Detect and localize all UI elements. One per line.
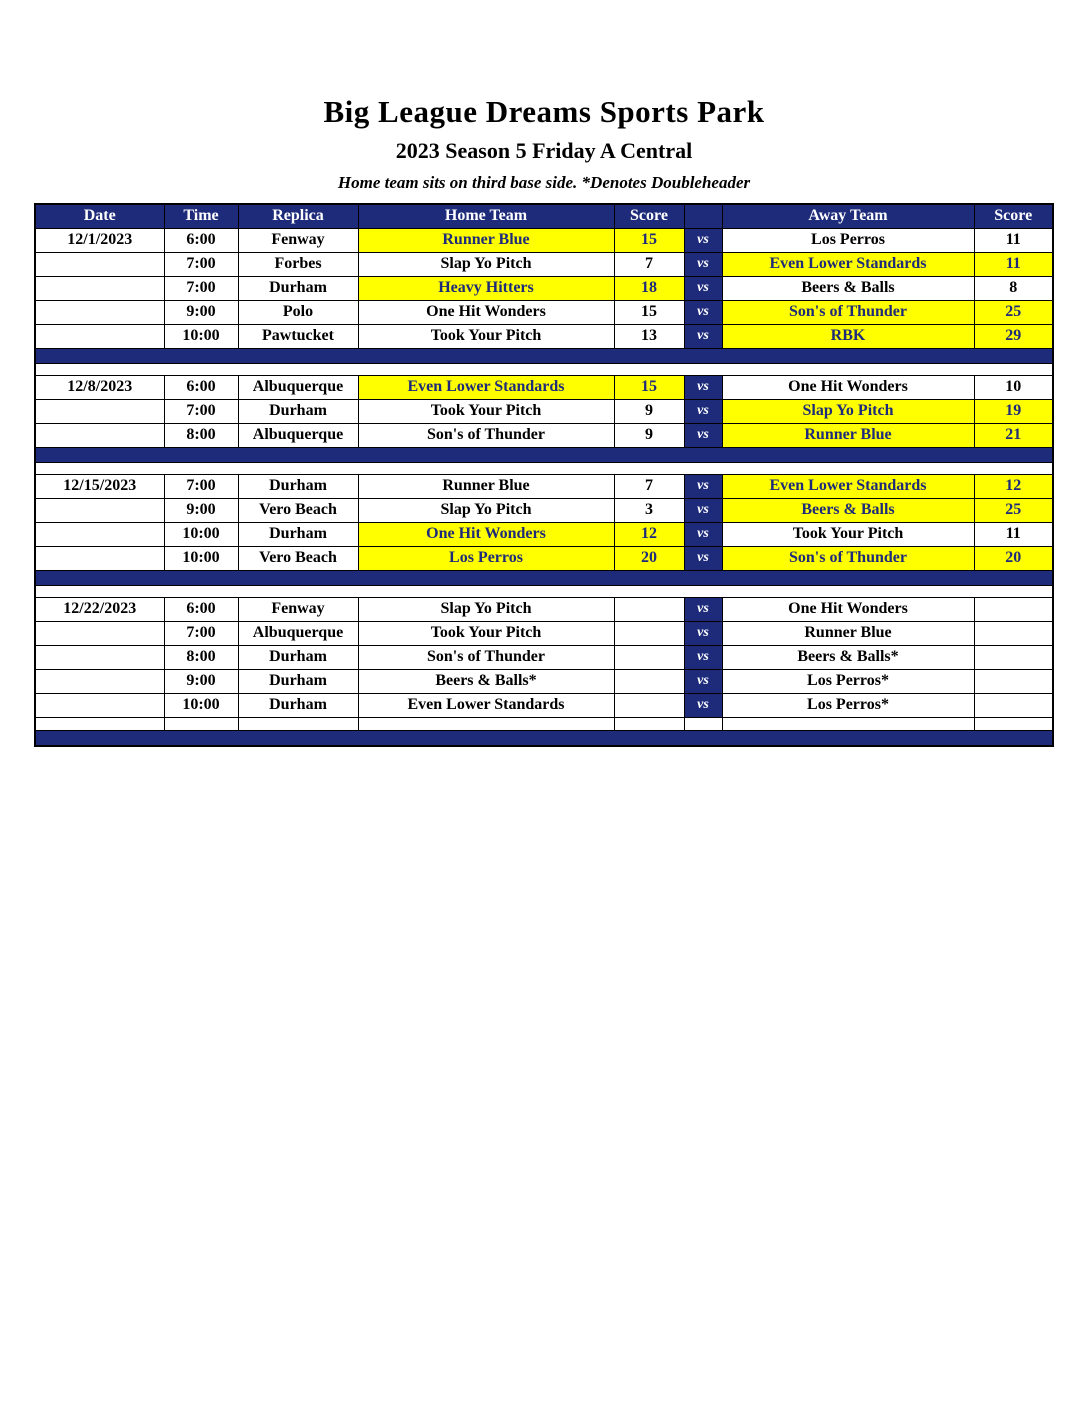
replica-cell: Vero Beach [238,546,358,570]
empty-cell [35,717,164,730]
header-date: Date [35,204,164,228]
replica-cell: Durham [238,645,358,669]
separator-cell [35,447,1053,462]
home-team-cell: Took Your Pitch [358,621,614,645]
time-cell: 9:00 [164,669,238,693]
empty-cell [358,717,614,730]
replica-cell: Albuquerque [238,375,358,399]
time-cell: 9:00 [164,300,238,324]
replica-cell: Vero Beach [238,498,358,522]
game-row [35,522,1053,546]
date-cell [35,645,164,669]
away-team-cell: Even Lower Standards [722,474,974,498]
page-title: Big League Dreams Sports Park [323,94,765,129]
vs-cell: vs [684,276,722,300]
time-cell: 7:00 [164,399,238,423]
time-cell: 7:00 [164,276,238,300]
vs-cell: vs [684,645,722,669]
home-score-cell: 7 [614,474,684,498]
away-team-cell: Son's of Thunder [722,546,974,570]
home-team-cell: One Hit Wonders [358,522,614,546]
header-away-score: Score [974,204,1053,228]
date-cell: 12/22/2023 [35,597,164,621]
away-score-cell: 10 [974,375,1053,399]
replica-cell: Durham [238,474,358,498]
home-score-cell: 12 [614,522,684,546]
separator-cell [35,570,1053,585]
game-row [35,621,1053,645]
home-team-cell: Took Your Pitch [358,324,614,348]
replica-cell: Durham [238,276,358,300]
date-cell [35,693,164,717]
game-row [35,399,1053,423]
away-score-cell [974,693,1053,717]
game-row [35,276,1053,300]
away-score-cell: 12 [974,474,1053,498]
away-team-cell: Beers & Balls [722,498,974,522]
date-cell: 12/8/2023 [35,375,164,399]
home-score-cell: 15 [614,228,684,252]
away-score-cell: 29 [974,324,1053,348]
home-score-cell: 7 [614,252,684,276]
date-cell: 12/1/2023 [35,228,164,252]
game-row [35,423,1053,447]
separator-row [35,570,1053,585]
away-score-cell: 21 [974,423,1053,447]
vs-cell: vs [684,324,722,348]
time-cell: 6:00 [164,228,238,252]
time-cell: 10:00 [164,522,238,546]
vs-cell: vs [684,597,722,621]
header-away-team: Away Team [722,204,974,228]
home-team-cell: One Hit Wonders [358,300,614,324]
replica-cell: Forbes [238,252,358,276]
spacer-row [35,363,1053,375]
replica-cell: Durham [238,399,358,423]
time-cell: 7:00 [164,474,238,498]
away-team-cell: Beers & Balls [722,276,974,300]
vs-cell: vs [684,228,722,252]
date-cell [35,324,164,348]
home-team-cell: Took Your Pitch [358,399,614,423]
game-row [35,645,1053,669]
home-score-cell [614,669,684,693]
replica-cell: Fenway [238,228,358,252]
vs-cell: vs [684,399,722,423]
home-team-cell: Even Lower Standards [358,375,614,399]
date-cell [35,669,164,693]
spacer-cell [35,363,1053,375]
game-row [35,669,1053,693]
spacer-cell [35,585,1053,597]
time-cell: 9:00 [164,498,238,522]
replica-cell: Albuquerque [238,621,358,645]
time-cell: 10:00 [164,693,238,717]
vs-cell: vs [684,621,722,645]
schedule-body [35,228,1053,746]
time-cell: 10:00 [164,546,238,570]
date-cell [35,621,164,645]
vs-cell: vs [684,375,722,399]
schedule-table [34,203,1054,747]
date-cell: 12/15/2023 [35,474,164,498]
home-score-cell: 15 [614,375,684,399]
game-row [35,597,1053,621]
replica-cell: Durham [238,693,358,717]
empty-cell [974,717,1053,730]
vs-cell: vs [684,474,722,498]
away-score-cell [974,621,1053,645]
game-row [35,693,1053,717]
time-cell: 7:00 [164,621,238,645]
home-team-cell: Even Lower Standards [358,693,614,717]
empty-cell [722,717,974,730]
header-time: Time [164,204,238,228]
separator-cell [35,348,1053,363]
home-score-cell [614,621,684,645]
replica-cell: Durham [238,522,358,546]
home-team-cell: Son's of Thunder [358,645,614,669]
away-score-cell: 11 [974,252,1053,276]
home-team-cell: Los Perros [358,546,614,570]
home-team-cell: Heavy Hitters [358,276,614,300]
date-cell [35,399,164,423]
home-team-cell: Slap Yo Pitch [358,597,614,621]
home-team-cell: Beers & Balls* [358,669,614,693]
away-team-cell: Los Perros [722,228,974,252]
spacer-row [35,585,1053,597]
home-score-cell: 15 [614,300,684,324]
date-cell [35,522,164,546]
home-score-cell [614,645,684,669]
page-note: Home team sits on third base side. *Denotes Doubleheader [337,173,751,192]
header-row [35,204,1053,228]
empty-cell [684,717,722,730]
page-subtitle: 2023 Season 5 Friday A Central [395,138,693,163]
home-team-cell: Runner Blue [358,474,614,498]
game-row [35,252,1053,276]
away-team-cell: Los Perros* [722,693,974,717]
home-score-cell [614,597,684,621]
time-cell: 8:00 [164,645,238,669]
header-vs-spacer [684,204,722,228]
date-cell [35,423,164,447]
away-score-cell [974,669,1053,693]
replica-cell: Polo [238,300,358,324]
home-score-cell: 20 [614,546,684,570]
time-cell: 10:00 [164,324,238,348]
separator-row [35,447,1053,462]
separator-cell [35,730,1053,746]
home-score-cell: 3 [614,498,684,522]
game-row [35,375,1053,399]
away-score-cell: 19 [974,399,1053,423]
home-score-cell: 9 [614,399,684,423]
away-score-cell: 11 [974,228,1053,252]
game-row [35,300,1053,324]
date-cell [35,300,164,324]
home-team-cell: Son's of Thunder [358,423,614,447]
empty-cell [238,717,358,730]
separator-row [35,348,1053,363]
replica-cell: Fenway [238,597,358,621]
away-score-cell: 25 [974,498,1053,522]
vs-cell: vs [684,669,722,693]
game-row [35,324,1053,348]
away-team-cell: RBK [722,324,974,348]
date-cell [35,276,164,300]
date-cell [35,546,164,570]
vs-cell: vs [684,300,722,324]
header-home-team: Home Team [358,204,614,228]
home-score-cell: 9 [614,423,684,447]
home-score-cell: 18 [614,276,684,300]
date-cell [35,252,164,276]
game-row [35,228,1053,252]
away-score-cell: 8 [974,276,1053,300]
away-team-cell: Even Lower Standards [722,252,974,276]
empty-cell [614,717,684,730]
away-team-cell: Son's of Thunder [722,300,974,324]
vs-cell: vs [684,498,722,522]
away-score-cell [974,597,1053,621]
date-cell [35,498,164,522]
away-team-cell: Runner Blue [722,423,974,447]
away-team-cell: Took Your Pitch [722,522,974,546]
away-score-cell: 20 [974,546,1053,570]
spacer-cell [35,462,1053,474]
home-team-cell: Slap Yo Pitch [358,498,614,522]
time-cell: 6:00 [164,375,238,399]
away-team-cell: Los Perros* [722,669,974,693]
separator-row [35,730,1053,746]
vs-cell: vs [684,693,722,717]
empty-cell [164,717,238,730]
away-team-cell: Slap Yo Pitch [722,399,974,423]
home-score-cell [614,693,684,717]
vs-cell: vs [684,522,722,546]
game-row [35,546,1053,570]
spacer-row [35,462,1053,474]
empty-row [35,717,1053,730]
replica-cell: Albuquerque [238,423,358,447]
game-row [35,474,1053,498]
away-score-cell [974,645,1053,669]
away-team-cell: Runner Blue [722,621,974,645]
game-row [35,498,1053,522]
replica-cell: Durham [238,669,358,693]
away-score-cell: 11 [974,522,1053,546]
vs-cell: vs [684,423,722,447]
header-home-score: Score [614,204,684,228]
time-cell: 7:00 [164,252,238,276]
replica-cell: Pawtucket [238,324,358,348]
away-score-cell: 25 [974,300,1053,324]
away-team-cell: One Hit Wonders [722,597,974,621]
away-team-cell: One Hit Wonders [722,375,974,399]
time-cell: 6:00 [164,597,238,621]
home-team-cell: Slap Yo Pitch [358,252,614,276]
vs-cell: vs [684,252,722,276]
header-replica: Replica [238,204,358,228]
vs-cell: vs [684,546,722,570]
home-score-cell: 13 [614,324,684,348]
away-team-cell: Beers & Balls* [722,645,974,669]
home-team-cell: Runner Blue [358,228,614,252]
time-cell: 8:00 [164,423,238,447]
